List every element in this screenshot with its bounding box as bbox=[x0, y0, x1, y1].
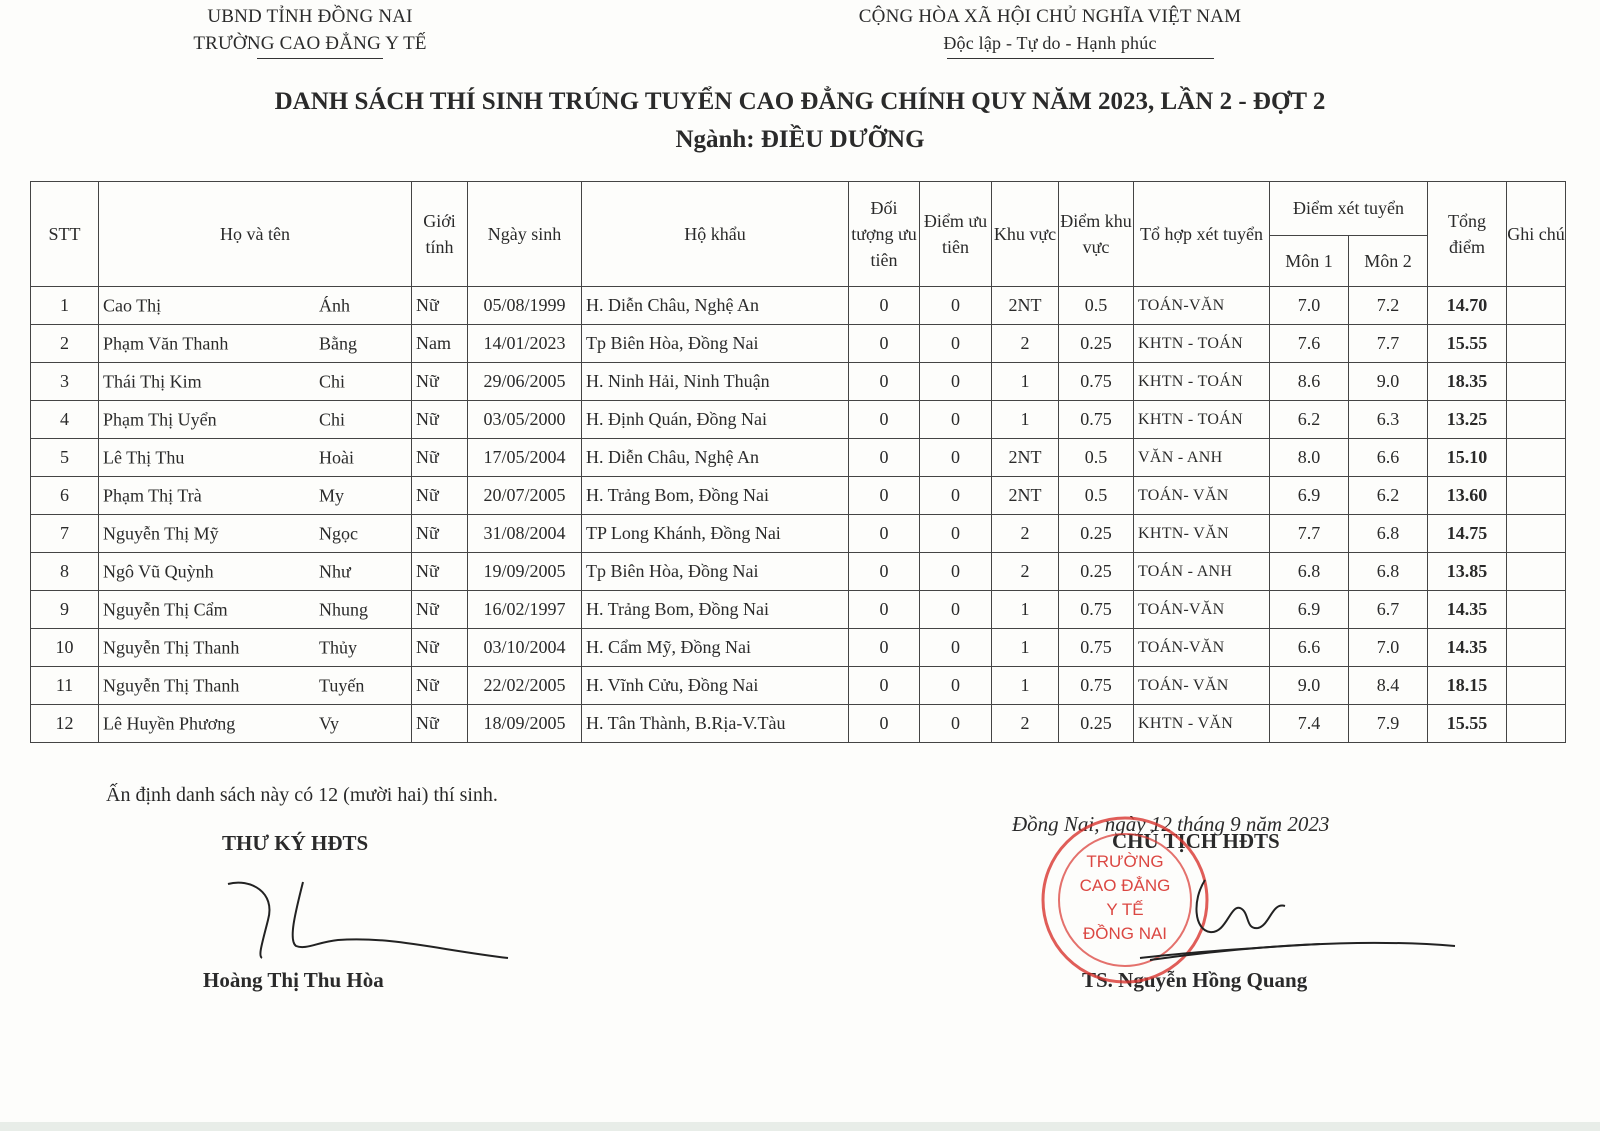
cell-priority-score: 0 bbox=[920, 515, 992, 553]
cell-stt: 12 bbox=[31, 705, 99, 743]
header-exam-group: Điểm xét tuyển bbox=[1270, 182, 1428, 236]
given-name: Chi bbox=[319, 371, 346, 391]
cell-priority-score: 0 bbox=[920, 325, 992, 363]
cell-region: 1 bbox=[992, 363, 1059, 401]
given-name: Tuyến bbox=[319, 675, 365, 695]
cell-combo: KHTN - TOÁN bbox=[1134, 363, 1270, 401]
cell-priority-score: 0 bbox=[920, 401, 992, 439]
cell-gender: Nữ bbox=[412, 363, 468, 401]
last-middle-name: Nguyễn Thị Thanh bbox=[103, 675, 240, 695]
cell-subject1: 6.9 bbox=[1270, 477, 1349, 515]
document-title: DANH SÁCH THÍ SINH TRÚNG TUYỂN CAO ĐẲNG CHÍNH QUY NĂM 2023, LẦN 2 - ĐỢT 2 bbox=[274, 88, 1326, 115]
cell-subject2: 9.0 bbox=[1349, 363, 1428, 401]
cell-stt: 9 bbox=[31, 591, 99, 629]
cell-region: 2 bbox=[992, 553, 1059, 591]
cell-total: 18.35 bbox=[1428, 363, 1507, 401]
cell-subject2: 7.7 bbox=[1349, 325, 1428, 363]
cell-priority-group: 0 bbox=[849, 363, 920, 401]
cell-total: 18.15 bbox=[1428, 667, 1507, 705]
cell-region-score: 0.5 bbox=[1059, 287, 1134, 325]
secretary-role: THƯ KÝ HĐTS bbox=[222, 831, 369, 855]
cell-total: 15.55 bbox=[1428, 705, 1507, 743]
national-motto: Độc lập - Tự do - Hạnh phúc bbox=[943, 33, 1157, 53]
cell-gender: Nữ bbox=[412, 515, 468, 553]
last-middle-name: Lê Huyền Phương bbox=[103, 713, 236, 733]
cell-combo: TOÁN - ANH bbox=[1134, 553, 1270, 591]
cell-region-score: 0.75 bbox=[1059, 363, 1134, 401]
header-name: Họ và tên bbox=[99, 182, 412, 287]
cell-combo: KHTN- VĂN bbox=[1134, 515, 1270, 553]
cell-address: Tp Biên Hòa, Đồng Nai bbox=[582, 325, 849, 363]
cell-priority-group: 0 bbox=[849, 477, 920, 515]
cell-subject2: 6.6 bbox=[1349, 439, 1428, 477]
last-middle-name: Phạm Văn Thanh bbox=[103, 333, 229, 353]
cell-region: 1 bbox=[992, 667, 1059, 705]
cell-priority-group: 0 bbox=[849, 591, 920, 629]
cell-priority-score: 0 bbox=[920, 705, 992, 743]
cell-region: 2 bbox=[992, 325, 1059, 363]
cell-gender: Nam bbox=[412, 325, 468, 363]
cell-dob: 03/05/2000 bbox=[468, 401, 582, 439]
cell-subject1: 6.9 bbox=[1270, 591, 1349, 629]
header-priority-group: Đối tượng ưu tiên bbox=[849, 182, 920, 287]
cell-dob: 05/08/1999 bbox=[468, 287, 582, 325]
cell-total: 13.25 bbox=[1428, 401, 1507, 439]
cell-region: 2 bbox=[992, 705, 1059, 743]
cell-total: 14.75 bbox=[1428, 515, 1507, 553]
cell-subject1: 7.4 bbox=[1270, 705, 1349, 743]
cell-address: Tp Biên Hòa, Đồng Nai bbox=[582, 553, 849, 591]
cell-region-score: 0.25 bbox=[1059, 553, 1134, 591]
cell-gender: Nữ bbox=[412, 591, 468, 629]
cell-gender: Nữ bbox=[412, 287, 468, 325]
cell-address: H. Diễn Châu, Nghệ An bbox=[582, 439, 849, 477]
stamp-text: TRƯỜNG CAO ĐẲNG Y TẾ ĐỒNG NAI bbox=[1079, 852, 1171, 943]
given-name: Nhung bbox=[319, 599, 368, 619]
cell-combo: KHTN - TOÁN bbox=[1134, 401, 1270, 439]
cell-priority-score: 0 bbox=[920, 667, 992, 705]
cell-stt: 11 bbox=[31, 667, 99, 705]
header-stt: STT bbox=[31, 182, 99, 287]
cell-priority-group: 0 bbox=[849, 629, 920, 667]
agency-name: UBND TỈNH ĐỒNG NAI bbox=[207, 6, 413, 27]
cell-region-score: 0.5 bbox=[1059, 439, 1134, 477]
cell-combo: TOÁN-VĂN bbox=[1134, 591, 1270, 629]
header-gender: Giới tính bbox=[412, 182, 468, 287]
header-note: Ghi chú bbox=[1507, 182, 1566, 287]
last-middle-name: Phạm Thị Uyển bbox=[103, 409, 217, 429]
cell-subject2: 6.2 bbox=[1349, 477, 1428, 515]
cell-combo: TOÁN- VĂN bbox=[1134, 477, 1270, 515]
cell-subject1: 8.6 bbox=[1270, 363, 1349, 401]
national-title: CỘNG HÒA XÃ HỘI CHỦ NGHĨA VIỆT NAM bbox=[858, 6, 1242, 27]
cell-region-score: 0.25 bbox=[1059, 515, 1134, 553]
cell-region-score: 0.75 bbox=[1059, 667, 1134, 705]
cell-subject2: 7.2 bbox=[1349, 287, 1428, 325]
cell-priority-score: 0 bbox=[920, 363, 992, 401]
cell-gender: Nữ bbox=[412, 439, 468, 477]
cell-region-score: 0.75 bbox=[1059, 591, 1134, 629]
cell-dob: 19/09/2005 bbox=[468, 553, 582, 591]
given-name: Như bbox=[319, 561, 351, 581]
cell-region: 1 bbox=[992, 591, 1059, 629]
last-middle-name: Lê Thị Thu bbox=[103, 447, 185, 467]
cell-priority-score: 0 bbox=[920, 439, 992, 477]
cell-address: H. Cẩm Mỹ, Đồng Nai bbox=[582, 629, 849, 667]
cell-priority-score: 0 bbox=[920, 629, 992, 667]
cell-subject2: 6.8 bbox=[1349, 515, 1428, 553]
cell-subject2: 6.7 bbox=[1349, 591, 1428, 629]
cell-priority-group: 0 bbox=[849, 439, 920, 477]
cell-region-score: 0.5 bbox=[1059, 477, 1134, 515]
cell-region-score: 0.25 bbox=[1059, 325, 1134, 363]
cell-region-score: 0.75 bbox=[1059, 629, 1134, 667]
cell-dob: 22/02/2005 bbox=[468, 667, 582, 705]
given-name: Chi bbox=[319, 409, 346, 429]
cell-total: 15.55 bbox=[1428, 325, 1507, 363]
last-middle-name: Nguyễn Thị Mỹ bbox=[103, 523, 219, 543]
cell-priority-group: 0 bbox=[849, 705, 920, 743]
header-address: Hộ khẩu bbox=[582, 182, 849, 287]
header-region: Khu vực bbox=[992, 182, 1059, 287]
cell-total: 13.85 bbox=[1428, 553, 1507, 591]
cell-stt: 4 bbox=[31, 401, 99, 439]
cell-region: 2NT bbox=[992, 477, 1059, 515]
list-summary-note: Ấn định danh sách này có 12 (mười hai) thí sinh. bbox=[106, 784, 498, 806]
cell-gender: Nữ bbox=[412, 477, 468, 515]
cell-stt: 7 bbox=[31, 515, 99, 553]
given-name: Ánh bbox=[319, 295, 350, 315]
cell-total: 14.70 bbox=[1428, 287, 1507, 325]
cell-subject2: 6.8 bbox=[1349, 553, 1428, 591]
cell-priority-group: 0 bbox=[849, 287, 920, 325]
cell-total: 14.35 bbox=[1428, 591, 1507, 629]
cell-region: 2NT bbox=[992, 439, 1059, 477]
cell-address: TP Long Khánh, Đồng Nai bbox=[582, 515, 849, 553]
cell-stt: 6 bbox=[31, 477, 99, 515]
cell-region: 2 bbox=[992, 515, 1059, 553]
cell-priority-group: 0 bbox=[849, 553, 920, 591]
cell-subject1: 6.8 bbox=[1270, 553, 1349, 591]
cell-stt: 2 bbox=[31, 325, 99, 363]
cell-total: 14.35 bbox=[1428, 629, 1507, 667]
cell-gender: Nữ bbox=[412, 705, 468, 743]
given-name: My bbox=[319, 485, 345, 505]
header-region-score: Điểm khu vực bbox=[1059, 182, 1134, 287]
cell-address: H. Ninh Hải, Ninh Thuận bbox=[582, 363, 849, 401]
cell-dob: 31/08/2004 bbox=[468, 515, 582, 553]
cell-priority-score: 0 bbox=[920, 591, 992, 629]
cell-dob: 17/05/2004 bbox=[468, 439, 582, 477]
cell-dob: 29/06/2005 bbox=[468, 363, 582, 401]
cell-region: 1 bbox=[992, 629, 1059, 667]
cell-dob: 03/10/2004 bbox=[468, 629, 582, 667]
cell-priority-score: 0 bbox=[920, 287, 992, 325]
cell-priority-group: 0 bbox=[849, 515, 920, 553]
cell-combo: TOÁN- VĂN bbox=[1134, 667, 1270, 705]
last-middle-name: Ngô Vũ Quỳnh bbox=[103, 561, 214, 581]
cell-gender: Nữ bbox=[412, 667, 468, 705]
secretary-signature bbox=[228, 882, 508, 958]
last-middle-name: Thái Thị Kim bbox=[103, 371, 202, 391]
document-subtitle: Ngành: ĐIỀU DƯỠNG bbox=[675, 126, 925, 153]
cell-subject1: 6.6 bbox=[1270, 629, 1349, 667]
secretary-name: Hoàng Thị Thu Hòa bbox=[203, 968, 384, 992]
cell-address: H. Diễn Châu, Nghệ An bbox=[582, 287, 849, 325]
cell-total: 13.60 bbox=[1428, 477, 1507, 515]
cell-subject2: 8.4 bbox=[1349, 667, 1428, 705]
cell-address: H. Trảng Bom, Đồng Nai bbox=[582, 591, 849, 629]
cell-region: 1 bbox=[992, 401, 1059, 439]
cell-stt: 3 bbox=[31, 363, 99, 401]
cell-priority-group: 0 bbox=[849, 325, 920, 363]
cell-address: H. Trảng Bom, Đồng Nai bbox=[582, 477, 849, 515]
cell-subject1: 7.7 bbox=[1270, 515, 1349, 553]
cell-subject2: 7.9 bbox=[1349, 705, 1428, 743]
cell-stt: 10 bbox=[31, 629, 99, 667]
cell-priority-score: 0 bbox=[920, 477, 992, 515]
cell-subject1: 9.0 bbox=[1270, 667, 1349, 705]
cell-dob: 14/01/2023 bbox=[468, 325, 582, 363]
cell-stt: 8 bbox=[31, 553, 99, 591]
school-name: TRƯỜNG CAO ĐẲNG Y TẾ bbox=[193, 33, 427, 54]
last-middle-name: Nguyễn Thị Cẩm bbox=[103, 599, 228, 619]
header-subject1: Môn 1 bbox=[1270, 235, 1349, 287]
cell-address: H. Tân Thành, B.Rịa-V.Tàu bbox=[582, 705, 849, 743]
cell-stt: 1 bbox=[31, 287, 99, 325]
cell-dob: 18/09/2005 bbox=[468, 705, 582, 743]
cell-combo: KHTN - TOÁN bbox=[1134, 325, 1270, 363]
cell-address: H. Định Quán, Đồng Nai bbox=[582, 401, 849, 439]
last-middle-name: Nguyễn Thị Thanh bbox=[103, 637, 240, 657]
header-total: Tổng điểm bbox=[1428, 182, 1507, 287]
cell-subject2: 6.3 bbox=[1349, 401, 1428, 439]
cell-subject1: 7.6 bbox=[1270, 325, 1349, 363]
cell-priority-group: 0 bbox=[849, 401, 920, 439]
cell-region-score: 0.75 bbox=[1059, 401, 1134, 439]
cell-gender: Nữ bbox=[412, 401, 468, 439]
chairman-role: CHỦ TỊCH HĐTS bbox=[1112, 829, 1280, 853]
given-name: Thủy bbox=[319, 637, 357, 657]
cell-subject1: 7.0 bbox=[1270, 287, 1349, 325]
cell-combo: KHTN - VĂN bbox=[1134, 705, 1270, 743]
cell-combo: TOÁN-VĂN bbox=[1134, 287, 1270, 325]
cell-subject1: 8.0 bbox=[1270, 439, 1349, 477]
chairman-name: TS. Nguyễn Hồng Quang bbox=[1082, 968, 1308, 992]
last-middle-name: Phạm Thị Trà bbox=[103, 485, 202, 505]
header-priority-score: Điểm ưu tiên bbox=[920, 182, 992, 287]
cell-gender: Nữ bbox=[412, 553, 468, 591]
cell-combo: TOÁN-VĂN bbox=[1134, 629, 1270, 667]
cell-stt: 5 bbox=[31, 439, 99, 477]
header-subject2: Môn 2 bbox=[1349, 235, 1428, 287]
cell-subject2: 7.0 bbox=[1349, 629, 1428, 667]
sign-date: Đồng Nai, ngày 12 tháng 9 năm 2023 bbox=[1012, 812, 1330, 836]
cell-gender: Nữ bbox=[412, 629, 468, 667]
cell-dob: 20/07/2005 bbox=[468, 477, 582, 515]
given-name: Hoài bbox=[319, 447, 354, 467]
last-middle-name: Cao Thị bbox=[103, 295, 162, 315]
cell-priority-score: 0 bbox=[920, 553, 992, 591]
given-name: Bằng bbox=[319, 333, 357, 353]
given-name: Ngọc bbox=[319, 523, 358, 543]
cell-region: 2NT bbox=[992, 287, 1059, 325]
cell-subject1: 6.2 bbox=[1270, 401, 1349, 439]
header-combo: Tổ hợp xét tuyển bbox=[1134, 182, 1270, 287]
cell-region-score: 0.25 bbox=[1059, 705, 1134, 743]
given-name: Vy bbox=[319, 713, 340, 733]
cell-priority-group: 0 bbox=[849, 667, 920, 705]
cell-dob: 16/02/1997 bbox=[468, 591, 582, 629]
cell-combo: VĂN - ANH bbox=[1134, 439, 1270, 477]
header-dob: Ngày sinh bbox=[468, 182, 582, 287]
cell-address: H. Vĩnh Cửu, Đồng Nai bbox=[582, 667, 849, 705]
cell-total: 15.10 bbox=[1428, 439, 1507, 477]
